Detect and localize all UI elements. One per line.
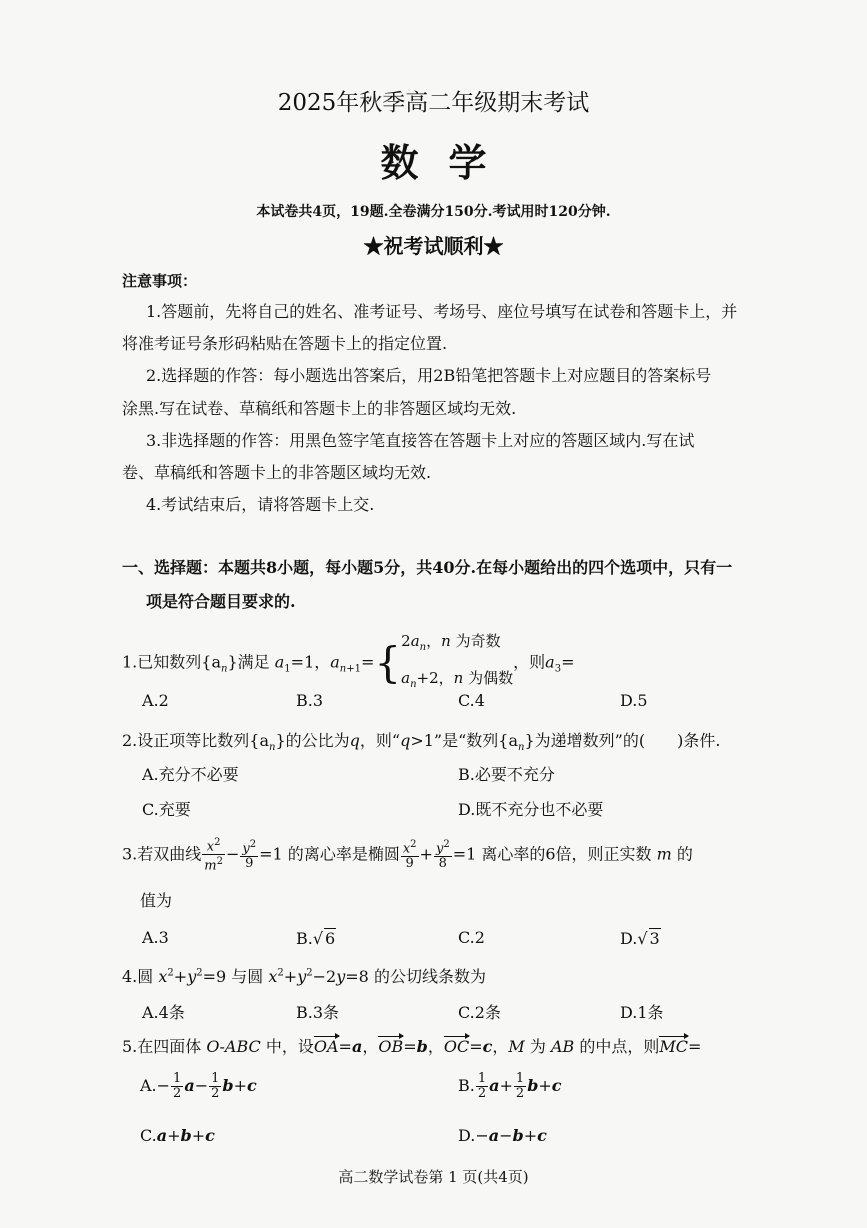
q3-option-b: B.√ 6 (296, 929, 336, 948)
question-1: 1.已知数列$\{a_n\}$满足 $a_1=1$，$a_{n+1}=${ $2a_n$，n 为奇数 $a_n+2$，n 为偶数 ，则$a_3=$ (122, 632, 575, 690)
section-heading-cont: 项是符合题目要求的. (146, 592, 296, 611)
subject-title: 数学 (380, 140, 517, 185)
q2-option-b: B.必要不充分 (458, 765, 555, 784)
q4-option-a: A.4条 (142, 1003, 185, 1022)
question-5: 5.在四面体 O-ABC 中，设OA=a，OB=b，OC=c，M 为 AB 的中点，则MC= (122, 1037, 702, 1056)
question-3: 3.若双曲线 $\frac{x^2}{m^2}$ − $\frac{y^2}{9}$ =1 的离心率是椭圆 $\frac{x^2}{9}$ + $\frac{y^2}{8}$ =1 离心率的6倍，则正实数 m 的 (122, 837, 693, 874)
q5-option-c: C.a+b+c (140, 1126, 215, 1145)
question-4: 4.圆 $x^2+y^2=9$ 与圆 $x^2+y^2-2y=8$ 的公切线条数为 (122, 967, 486, 986)
q4-option-b: B.3条 (296, 1003, 340, 1022)
good-luck-banner: ★祝考试顺利★ (363, 234, 504, 258)
question-3-cont: 值为 (140, 891, 173, 910)
notice-item: 将准考证号条形码粘贴在答题卡上的指定位置. (122, 334, 448, 353)
q1-option-c: C.4 (458, 691, 485, 710)
notice-item: 涂黑.写在试卷、草稿纸和答题卡上的非答题区域均无效. (122, 399, 517, 418)
q2-option-d: D.既不充分也不必要 (458, 800, 604, 819)
notice-item: 2.选择题的作答：每小题选出答案后，用2B铅笔把答题卡上对应题目的答案标号 (146, 366, 712, 385)
notice-item: 3.非选择题的作答：用黑色签字笔直接答在答题卡上对应的答题区域内.写在试 (146, 431, 695, 450)
notice-item: 卷、草稿纸和答题卡上的非答题区域均无效. (122, 463, 432, 482)
q5-option-b: B. $\frac{1}{2}$ a+ $\frac{1}{2}$ b+c (458, 1071, 562, 1101)
q5-option-d: D.−a−b+c (458, 1126, 547, 1145)
q3-option-d: D.√ 3 (620, 929, 660, 948)
q3-option-a: A.3 (142, 928, 169, 947)
q2-option-a: A.充分不必要 (142, 765, 239, 784)
notice-item: 1.答题前，先将自己的姓名、准考证号、考场号、座位号填写在试卷和答题卡上，并 (146, 302, 738, 321)
q1-option-b: B.3 (296, 691, 324, 710)
exam-info: 本试卷共4页，19题.全卷满分150分.考试用时120分钟. (256, 204, 611, 220)
page-footer: 高二数学试卷第 1 页(共4页) (338, 1168, 529, 1186)
question-2: 2.设正项等比数列$\{a_n\}$的公比为q，则“q>1”是“数列$\{a_n\}$为递增数列”的( )条件. (122, 731, 721, 754)
section-heading: 一、选择题：本题共8小题，每小题5分，共40分.在每小题给出的四个选项中，只有一 (122, 558, 733, 577)
notice-heading: 注意事项： (122, 272, 198, 290)
q2-option-c: C.充要 (142, 800, 191, 819)
q3-option-c: C.2 (458, 928, 485, 947)
notice-item: 4.考试结束后，请将答题卡上交. (146, 495, 375, 514)
q4-option-c: C.2条 (458, 1003, 501, 1022)
q1-option-d: D.5 (620, 691, 648, 710)
q1-option-a: A.2 (142, 691, 169, 710)
exam-title: 2025年秋季高二年级期末考试 (277, 90, 590, 116)
q5-option-a: A.− $\frac{1}{2}$ a− $\frac{1}{2}$ b+c (140, 1071, 257, 1101)
q4-option-d: D.1条 (620, 1003, 664, 1022)
